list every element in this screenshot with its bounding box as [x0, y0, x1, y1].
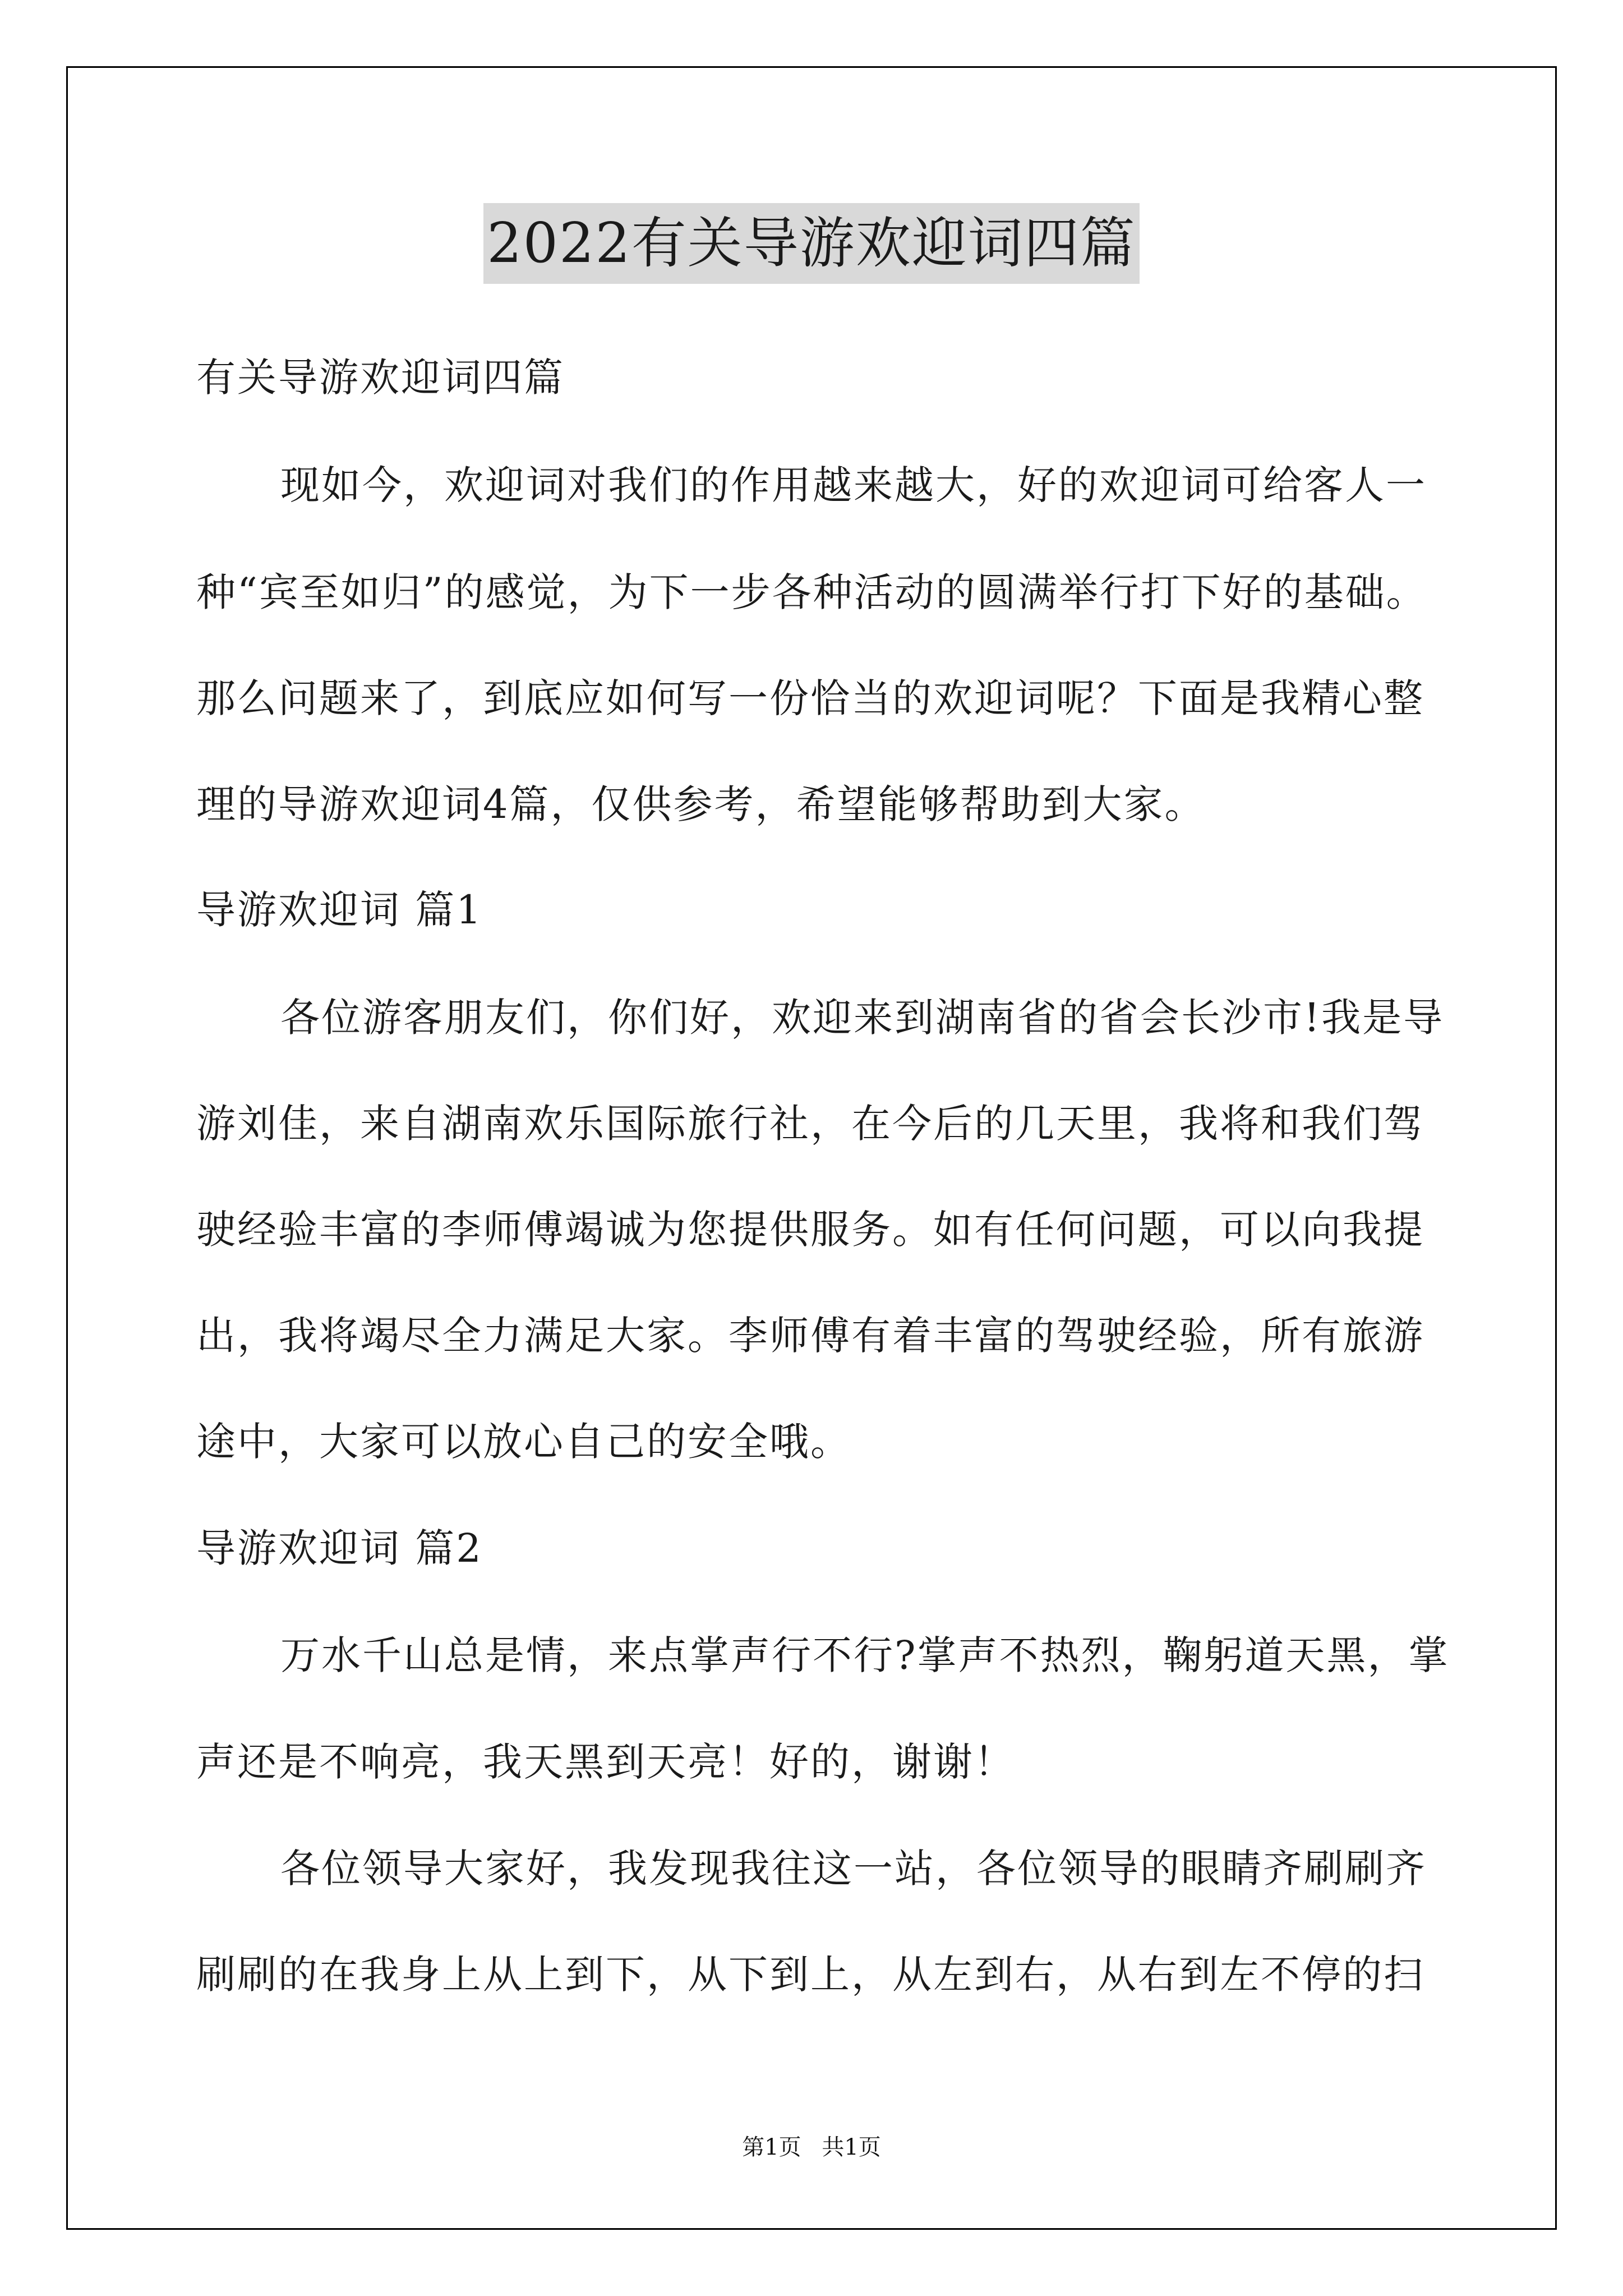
paragraph-line: 声还是不响亮，我天黑到天亮！好的，谢谢！	[196, 1739, 1015, 1785]
paragraph-line: 游刘佳，来自湖南欢乐国际旅行社，在今后的几天里，我将和我们驾	[196, 1101, 1424, 1147]
paragraph-line: 途中，大家可以放心自己的安全哦。	[196, 1419, 851, 1465]
subtitle-line: 有关导游欢迎词四篇	[196, 355, 565, 401]
section-heading: 导游欢迎词 篇1	[196, 887, 483, 933]
section-heading: 导游欢迎词 篇2	[196, 1525, 483, 1571]
paragraph-line: 出，我将竭尽全力满足大家。李师傅有着丰富的驾驶经验，所有旅游	[196, 1313, 1424, 1359]
paragraph-line: 那么问题来了，到底应如何写一份恰当的欢迎词呢？下面是我精心整	[196, 675, 1424, 721]
paragraph-line: 刷刷的在我身上从上到下，从下到上，从左到右，从右到左不停的扫	[196, 1952, 1424, 1998]
document-title: 2022有关导游欢迎词四篇	[483, 203, 1139, 284]
paragraph-line: 各位游客朋友们，你们好，欢迎来到湖南省的省会长沙市!我是导	[280, 995, 1445, 1041]
paragraph-line: 现如今，欢迎词对我们的作用越来越大，好的欢迎词可给客人一	[280, 462, 1427, 508]
page-number: 第1页	[742, 2134, 801, 2160]
page-footer	[0, 2131, 1623, 2164]
paragraph-line: 理的导游欢迎词4篇，仅供参考，希望能够帮助到大家。	[196, 781, 1206, 827]
paragraph-line: 各位领导大家好，我发现我往这一站，各位领导的眼睛齐刷刷齐	[280, 1846, 1427, 1892]
paragraph-line: 万水千山总是情，来点掌声行不行?掌声不热烈，鞠躬道天黑，掌	[280, 1632, 1450, 1678]
page-total: 共1页	[822, 2134, 881, 2160]
paragraph-line: 驶经验丰富的李师傅竭诚为您提供服务。如有任何问题，可以向我提	[196, 1207, 1424, 1253]
title-container	[0, 203, 1623, 284]
paragraph-line: 种“宾至如归”的感觉，为下一步各种活动的圆满举行打下好的基础。	[196, 569, 1427, 615]
